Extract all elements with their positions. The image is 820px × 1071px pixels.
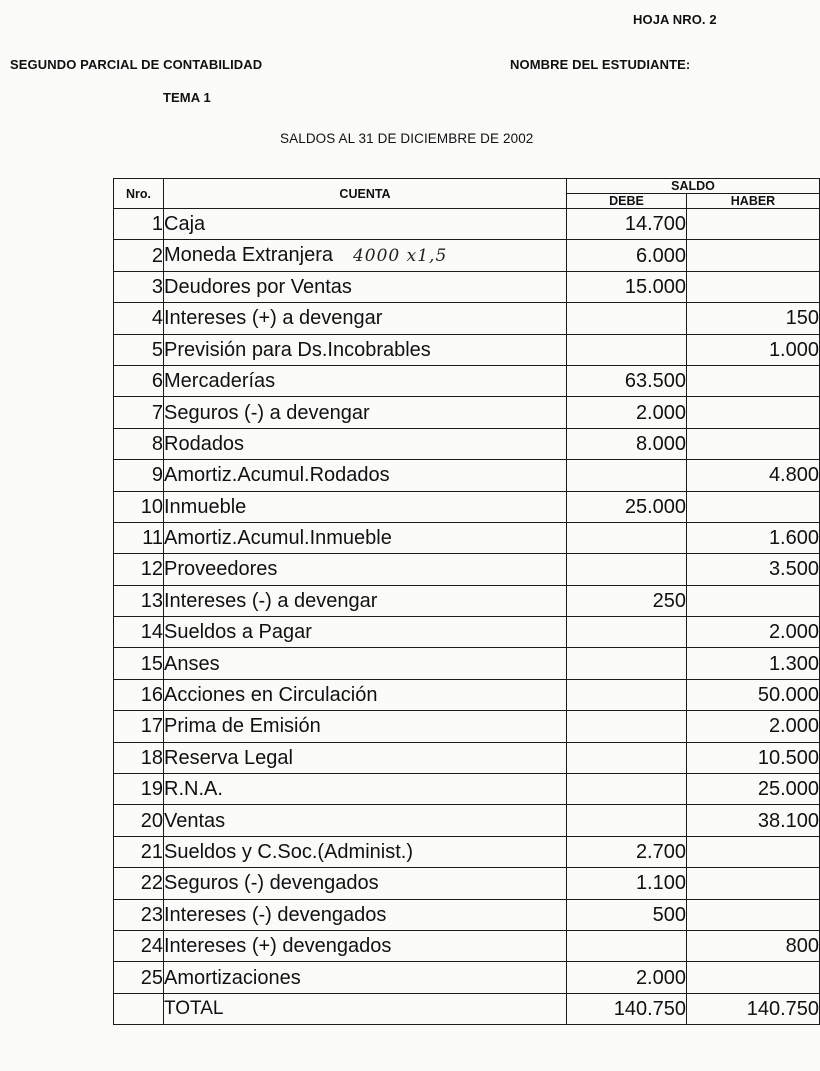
- row-number: 17: [114, 711, 164, 742]
- table-row: [114, 271, 820, 302]
- haber-amount: 2.000: [687, 711, 820, 742]
- account-name-cell: [164, 460, 567, 491]
- account-name-cell: [164, 648, 567, 679]
- account-name-cell: [164, 617, 567, 648]
- account-name: Intereses (+) a devengar: [164, 307, 383, 330]
- account-name: Deudores por Ventas: [164, 275, 352, 298]
- row-number: 14: [114, 617, 164, 648]
- account-name: Ventas: [164, 809, 226, 832]
- haber-amount: 3.500: [687, 554, 820, 585]
- debe-amount: 2.000: [567, 962, 687, 993]
- debe-amount: 6.000: [567, 240, 687, 271]
- table-row: [114, 522, 820, 553]
- haber-amount: [687, 868, 820, 899]
- table-row: [114, 836, 820, 867]
- haber-amount: [687, 240, 820, 271]
- account-name: Rodados: [164, 432, 245, 455]
- account-name: R.N.A.: [164, 778, 223, 801]
- account-name: Reserva Legal: [164, 746, 293, 769]
- account-name: Mercaderías: [164, 370, 276, 393]
- haber-amount: 4.800: [687, 460, 820, 491]
- total-label: TOTAL: [164, 993, 567, 1024]
- account-name-cell: [164, 491, 567, 522]
- row-number: 16: [114, 679, 164, 710]
- account-name-cell: [164, 774, 567, 805]
- row-number: 23: [114, 899, 164, 930]
- table-row: [114, 962, 820, 993]
- debe-amount: 8.000: [567, 428, 687, 459]
- table-row: [114, 397, 820, 428]
- row-number: 4: [114, 303, 164, 334]
- debe-amount: [567, 930, 687, 961]
- table-row: [114, 930, 820, 961]
- account-name-cell: [164, 554, 567, 585]
- account-name: Prima de Emisión: [164, 715, 321, 738]
- account-name: Amortiz.Acumul.Inmueble: [164, 527, 392, 550]
- balances-title: SALDOS AL 31 DE DICIEMBRE DE 2002: [280, 131, 534, 146]
- debe-amount: [567, 460, 687, 491]
- haber-amount: 1.600: [687, 522, 820, 553]
- haber-amount: [687, 899, 820, 930]
- total-row: [114, 993, 820, 1024]
- haber-amount: 10.500: [687, 742, 820, 773]
- account-name-cell: [164, 899, 567, 930]
- haber-amount: [687, 397, 820, 428]
- debe-amount: [567, 522, 687, 553]
- account-name-cell: [164, 271, 567, 302]
- course-title: SEGUNDO PARCIAL DE CONTABILIDAD: [10, 57, 263, 72]
- haber-amount: [687, 365, 820, 396]
- table-row: [114, 648, 820, 679]
- balances-table: [113, 178, 820, 1025]
- sheet-number: HOJA NRO. 2: [633, 12, 717, 27]
- table-row: [114, 460, 820, 491]
- haber-amount: [687, 209, 820, 240]
- topic-label: TEMA 1: [163, 90, 211, 105]
- account-name: Sueldos y C.Soc.(Administ.): [164, 841, 413, 863]
- account-name: Acciones en Circulación: [164, 684, 378, 707]
- account-name-cell: [164, 962, 567, 993]
- account-name: Intereses (-) a devengar: [164, 589, 378, 612]
- haber-amount: 25.000: [687, 774, 820, 805]
- row-number: 1: [114, 209, 164, 240]
- row-number: 2: [114, 240, 164, 271]
- header-nro: Nro.: [114, 179, 164, 209]
- debe-amount: 2.700: [567, 836, 687, 867]
- haber-amount: 150: [687, 303, 820, 334]
- header-haber: HABER: [687, 194, 820, 209]
- account-name: Proveedores: [164, 558, 278, 581]
- row-number: 10: [114, 491, 164, 522]
- table-row: [114, 774, 820, 805]
- debe-amount: 25.000: [567, 491, 687, 522]
- account-name-cell: [164, 303, 567, 334]
- table-row: [114, 617, 820, 648]
- account-rows: [114, 209, 820, 994]
- table-row: [114, 742, 820, 773]
- account-name: Amortizaciones: [164, 966, 301, 989]
- row-number: 20: [114, 805, 164, 836]
- account-name: Moneda Extranjera: [164, 244, 333, 267]
- table-row: [114, 868, 820, 899]
- debe-amount: 15.000: [567, 271, 687, 302]
- haber-amount: 50.000: [687, 679, 820, 710]
- debe-amount: [567, 648, 687, 679]
- account-name-cell: [164, 742, 567, 773]
- debe-amount: [567, 303, 687, 334]
- table-row: [114, 365, 820, 396]
- row-number: 24: [114, 930, 164, 961]
- account-name-cell: [164, 522, 567, 553]
- haber-amount: [687, 962, 820, 993]
- debe-amount: [567, 334, 687, 365]
- debe-amount: [567, 554, 687, 585]
- row-number: 15: [114, 648, 164, 679]
- account-name-cell: [164, 711, 567, 742]
- haber-amount: 38.100: [687, 805, 820, 836]
- table-row: [114, 334, 820, 365]
- account-name-cell: [164, 930, 567, 961]
- debe-amount: 500: [567, 899, 687, 930]
- account-name-cell: [164, 397, 567, 428]
- table-row: [114, 805, 820, 836]
- account-name: Sueldos a Pagar: [164, 621, 312, 644]
- account-name: Inmueble: [164, 495, 247, 518]
- row-number: 12: [114, 554, 164, 585]
- row-number: 3: [114, 271, 164, 302]
- haber-amount: [687, 271, 820, 302]
- haber-amount: [687, 491, 820, 522]
- account-name: Intereses (-) devengados: [164, 903, 387, 926]
- row-number: 9: [114, 460, 164, 491]
- student-name-label: NOMBRE DEL ESTUDIANTE:: [510, 57, 691, 72]
- account-name-cell: [164, 868, 567, 899]
- table-row: [114, 554, 820, 585]
- account-name-cell: [164, 836, 567, 867]
- header-debe: DEBE: [567, 194, 687, 209]
- haber-amount: [687, 428, 820, 459]
- debe-amount: [567, 711, 687, 742]
- account-name: Caja: [164, 213, 206, 236]
- row-number: 8: [114, 428, 164, 459]
- total-debe: 140.750: [567, 993, 687, 1024]
- debe-amount: 1.100: [567, 868, 687, 899]
- table-row: [114, 899, 820, 930]
- debe-amount: 2.000: [567, 397, 687, 428]
- row-number: 6: [114, 365, 164, 396]
- account-name: Intereses (+) devengados: [164, 935, 392, 958]
- debe-amount: 14.700: [567, 209, 687, 240]
- account-name-cell: [164, 365, 567, 396]
- row-number: 21: [114, 836, 164, 867]
- total-haber: 140.750: [687, 993, 820, 1024]
- account-name-cell: [164, 805, 567, 836]
- row-number: 7: [114, 397, 164, 428]
- header-saldo: SALDO: [567, 179, 820, 194]
- haber-amount: 800: [687, 930, 820, 961]
- table-row: [114, 679, 820, 710]
- account-name-cell: [164, 428, 567, 459]
- account-name: Anses: [164, 652, 220, 675]
- account-name-cell: [164, 679, 567, 710]
- table-row: [114, 303, 820, 334]
- row-number: 13: [114, 585, 164, 616]
- account-name: Seguros (-) a devengar: [164, 401, 370, 424]
- row-number: 18: [114, 742, 164, 773]
- account-name-cell: [164, 585, 567, 616]
- row-number: 5: [114, 334, 164, 365]
- account-name: Previsión para Ds.Incobrables: [164, 338, 431, 361]
- table-row: [114, 491, 820, 522]
- table-row: [114, 428, 820, 459]
- header-cuenta: CUENTA: [164, 179, 567, 209]
- debe-amount: [567, 679, 687, 710]
- row-number: 22: [114, 868, 164, 899]
- debe-amount: 63.500: [567, 365, 687, 396]
- debe-amount: [567, 617, 687, 648]
- row-number: 11: [114, 522, 164, 553]
- haber-amount: 1.300: [687, 648, 820, 679]
- handwritten-note: 4000 x1,5: [352, 246, 448, 267]
- account-name-cell: [164, 240, 567, 271]
- account-name: Seguros (-) devengados: [164, 872, 379, 895]
- haber-amount: 1.000: [687, 334, 820, 365]
- debe-amount: [567, 742, 687, 773]
- haber-amount: [687, 585, 820, 616]
- table-row: [114, 240, 820, 271]
- table-row: [114, 585, 820, 616]
- table-row: [114, 209, 820, 240]
- haber-amount: 2.000: [687, 617, 820, 648]
- account-name-cell: [164, 209, 567, 240]
- debe-amount: [567, 774, 687, 805]
- account-name: Amortiz.Acumul.Rodados: [164, 464, 390, 487]
- debe-amount: [567, 805, 687, 836]
- table-row: [114, 711, 820, 742]
- row-number: 25: [114, 962, 164, 993]
- total-nro-cell: [114, 993, 164, 1024]
- debe-amount: 250: [567, 585, 687, 616]
- row-number: 19: [114, 774, 164, 805]
- account-name-cell: [164, 334, 567, 365]
- haber-amount: [687, 836, 820, 867]
